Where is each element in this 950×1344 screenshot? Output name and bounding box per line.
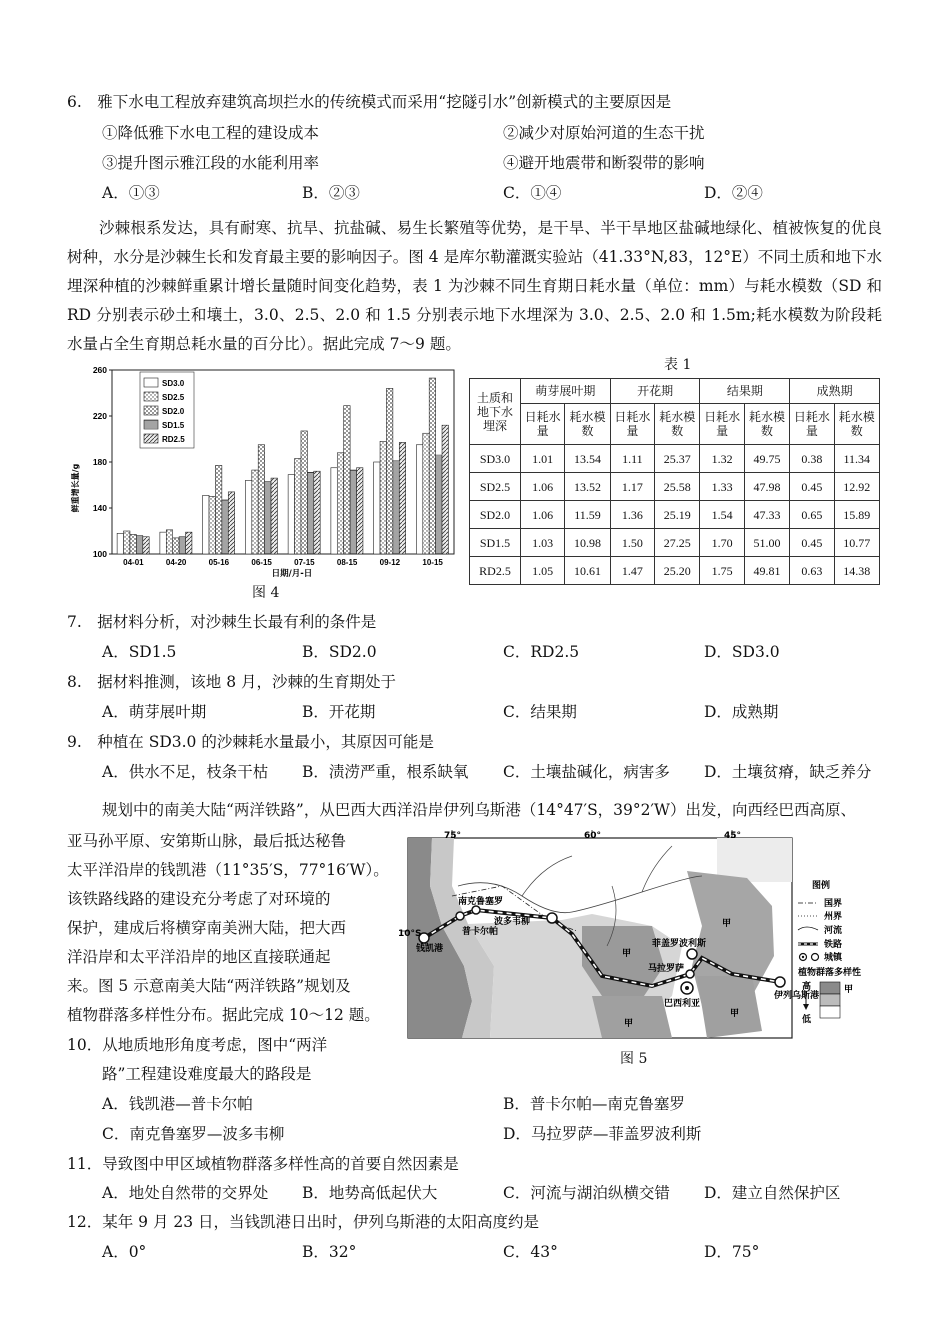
table1-cell: 1.47 — [610, 557, 654, 585]
table1-corner-l3: 埋深 — [482, 418, 507, 433]
passage-2-line: 来。图 5 示意南美大陆“两洋铁路”规划及 — [67, 977, 351, 995]
fig4-bar-SD2.0-09-12 — [386, 388, 392, 554]
fig4-bar-SD1.5-07-15 — [307, 472, 313, 554]
q11-option-b[interactable]: B．地势高低起伏大 — [302, 1184, 438, 1202]
fig4-bar-SD1.5-08-15 — [350, 470, 356, 554]
q8-option-c[interactable]: C．结果期 — [503, 703, 577, 721]
table1-cell: 0.65 — [790, 501, 834, 529]
table1-cell: 14.38 — [834, 557, 879, 585]
legend-diversity: 植物群落多样性 — [798, 968, 862, 978]
table1-cell: 27.25 — [655, 529, 700, 557]
q6-option-d[interactable]: D．②④ — [704, 184, 763, 202]
region-jia-3: 甲 — [624, 1019, 634, 1029]
q9-option-b[interactable]: B．渍涝严重，根系缺氧 — [302, 763, 469, 781]
fig4-bar-SD1.5-06-15 — [265, 482, 271, 554]
fig4-bar-RD2.5-04-01 — [143, 537, 149, 554]
city-brasilia: 巴西利亚 — [664, 999, 701, 1009]
q11-option-a[interactable]: A．地处自然带的交界处 — [102, 1184, 269, 1202]
map-lat-10s: 10°S — [398, 929, 422, 939]
table1-cell: 25.19 — [655, 501, 700, 529]
fig4-bar-SD2.0-04-20 — [173, 538, 179, 554]
legend-jia: 甲 — [844, 985, 854, 995]
table1-row-label: SD1.5 — [470, 529, 521, 557]
fig4-bar-SD3.0-07-15 — [288, 475, 294, 554]
fig4-legend-label: RD2.5 — [162, 435, 185, 444]
fig4-bar-RD2.5-05-16 — [228, 492, 234, 554]
fig4-ytick-label: 260 — [92, 365, 107, 375]
q6-option-b[interactable]: B．②③ — [302, 184, 360, 202]
table-1 — [469, 378, 880, 585]
fig4-bar-SD3.0-04-01 — [117, 533, 123, 554]
q7-stem: 7. 据材料分析，对沙棘生长最有利的条件是 — [67, 613, 377, 631]
q6-item-3: ③提升图示雅江段的水能利用率 — [102, 154, 320, 172]
table1-sub-daily: 日耗水量 — [521, 404, 565, 445]
fig4-ylabel: 鲜重增长量/g — [71, 463, 80, 513]
table1-cell: 1.03 — [521, 529, 565, 557]
fig4-bar-SD1.5-05-16 — [222, 500, 228, 554]
table-row — [470, 445, 880, 473]
q9-option-a[interactable]: A．供水不足，枝条干枯 — [102, 763, 269, 781]
fig4-bar-SD3.0-04-20 — [160, 532, 166, 554]
city-cruzeiro: 南克鲁塞罗 — [458, 897, 504, 907]
q7-option-a[interactable]: A．SD1.5 — [102, 643, 177, 661]
fig4-caption: 图 4 — [252, 585, 280, 601]
q9-option-d[interactable]: D．土壤贫瘠，缺乏养分 — [704, 763, 872, 781]
fig4-bar-SD2.5-04-20 — [166, 530, 172, 554]
fig4-legend-swatch-RD2.5 — [144, 434, 158, 443]
table1-stage: 开花期 — [610, 379, 700, 404]
table1-cell: 0.63 — [790, 557, 834, 585]
figure-4-chart — [70, 362, 460, 602]
table1-cell: 1.06 — [521, 473, 565, 501]
table1-sub-modulus: 耗水模数 — [565, 404, 610, 445]
fig4-xtick-label: 10-15 — [422, 558, 443, 567]
table1-cell: 25.37 — [655, 445, 700, 473]
table1-cell: 10.61 — [565, 557, 610, 585]
table1-stage: 结果期 — [700, 379, 790, 404]
table1-row-label: SD2.5 — [470, 473, 521, 501]
fig4-bar-RD2.5-04-20 — [186, 532, 192, 554]
table1-cell: 10.98 — [565, 529, 610, 557]
legend-town: 城镇 — [824, 953, 843, 963]
table1-cell: 47.33 — [744, 501, 789, 529]
fig4-bar-SD3.0-05-16 — [203, 495, 209, 554]
q8-option-a[interactable]: A．萌芽展叶期 — [102, 703, 207, 721]
table1-cell: 0.45 — [790, 473, 834, 501]
table1-cell: 1.01 — [521, 445, 565, 473]
q10-option-c[interactable]: C．南克鲁塞罗—波多韦柳 — [102, 1125, 285, 1143]
fig4-ytick-label: 220 — [92, 411, 107, 421]
table1-cell: 1.70 — [700, 529, 744, 557]
passage-2-line: 洋沿岸和太平洋沿岸的地区直接联通起 — [67, 948, 331, 966]
table1-cell: 0.45 — [790, 529, 834, 557]
q12-option-d[interactable]: D．75° — [704, 1243, 760, 1261]
fig4-bar-SD3.0-08-15 — [331, 468, 337, 554]
q10-stem-1: 10．从地质地形角度考虑，图中“两洋 — [67, 1036, 328, 1054]
table1-sub-daily: 日耗水量 — [790, 404, 834, 445]
table1-cell: 1.06 — [521, 501, 565, 529]
q7-option-c[interactable]: C．RD2.5 — [503, 643, 580, 661]
table1-cell: 11.59 — [565, 501, 610, 529]
table1-sub-modulus: 耗水模数 — [655, 404, 700, 445]
table1-stage: 成熟期 — [790, 379, 880, 404]
q9-stem: 9. 种植在 SD3.0 的沙棘耗水量最小，其原因可能是 — [67, 733, 434, 751]
fig4-ytick-label: 140 — [92, 503, 107, 513]
region-jia-1: 甲 — [622, 949, 632, 959]
q8-stem: 8. 据材料推测，该地 8 月，沙棘的生育期处于 — [67, 673, 397, 691]
fig4-bar-SD3.0-06-15 — [245, 480, 251, 554]
table1-cell: 49.75 — [744, 445, 789, 473]
table1-cell: 1.54 — [700, 501, 744, 529]
passage-2-line: 太平洋沿岸的钱凯港（11°35′S，77°16′W）。 — [67, 861, 389, 879]
q6-option-c[interactable]: C．①④ — [503, 184, 562, 202]
table1-cell: 1.32 — [700, 445, 744, 473]
fig4-ytick-label: 180 — [92, 457, 107, 467]
fig4-legend-swatch-SD1.5 — [144, 420, 158, 429]
table1-cell: 1.11 — [610, 445, 654, 473]
fig4-bar-RD2.5-10-15 — [442, 425, 448, 554]
fig4-legend-swatch-SD2.0 — [144, 406, 158, 415]
table1-cell: 1.33 — [700, 473, 744, 501]
table1-cell: 12.92 — [834, 473, 879, 501]
passage-2-line-1: 规划中的南美大陆“两洋铁路”，从巴西大西洋沿岸伊列乌斯港（14°47′S，39°2′W）出发，向西经巴西高原、 — [102, 801, 856, 819]
table1-cell: 11.34 — [834, 445, 879, 473]
city-mara-rosa: 马拉罗萨 — [648, 964, 685, 974]
fig4-bar-SD2.5-04-01 — [124, 531, 130, 554]
fig4-legend-label: SD2.0 — [162, 407, 185, 416]
table1-cell: 1.75 — [700, 557, 744, 585]
legend-river: 河流 — [824, 926, 843, 936]
q12-option-a[interactable]: A．0° — [102, 1243, 147, 1261]
table1-cell: 15.89 — [834, 501, 879, 529]
fig4-bar-RD2.5-06-15 — [271, 478, 277, 554]
fig4-bar-SD2.5-06-15 — [252, 470, 258, 554]
city-porto-velho: 波多韦柳 — [494, 917, 531, 927]
map-lon-75: 75° — [444, 831, 462, 841]
fig4-legend-label: SD2.5 — [162, 393, 185, 402]
fig4-bar-SD2.5-07-15 — [295, 459, 301, 554]
q12-option-c[interactable]: C．43° — [503, 1243, 558, 1261]
table1-row-label: SD3.0 — [470, 445, 521, 473]
table1-corner — [470, 379, 521, 445]
q11-option-c[interactable]: C．河流与湖泊纵横交错 — [503, 1184, 670, 1202]
region-jia-4: 甲 — [730, 1009, 740, 1019]
passage-2-body — [67, 827, 389, 1030]
table1-cell: 47.98 — [744, 473, 789, 501]
fig4-bar-SD2.0-08-15 — [344, 406, 350, 554]
table1-sub-modulus: 耗水模数 — [744, 404, 789, 445]
city-figueiropolis: 菲盖罗波利斯 — [652, 939, 707, 949]
city-qiankai: 钱凯港 — [416, 944, 444, 954]
city-pucallpa: 普卡尔帕 — [462, 927, 499, 937]
q6-item-2: ②减少对原始河道的生态干扰 — [503, 124, 705, 142]
fig4-xtick-label: 07-15 — [294, 558, 315, 567]
passage-2-line: 保护，建成后将横穿南美洲大陆，把大西 — [67, 919, 347, 937]
table1-cell: 1.36 — [610, 501, 654, 529]
fig4-xtick-label: 04-01 — [123, 558, 144, 567]
fig4-bar-SD2.0-06-15 — [258, 445, 264, 554]
legend-railway: 铁路 — [824, 940, 843, 950]
passage-1 — [67, 214, 882, 359]
table-row — [470, 473, 880, 501]
table1-cell: 10.77 — [834, 529, 879, 557]
region-jia-2: 甲 — [722, 919, 732, 929]
table1-corner-l1: 土质和 — [476, 390, 513, 405]
passage-2-line: 该铁路线路的建设充分考虑了对环境的 — [67, 890, 331, 908]
fig4-xtick-label: 05-16 — [208, 558, 230, 567]
fig4-xtick-label: 08-15 — [336, 558, 358, 567]
q12-option-b[interactable]: B．32° — [302, 1243, 357, 1261]
fig4-bar-SD1.5-09-12 — [393, 461, 399, 554]
q10-stem-2: 路”工程建设难度最大的路段是 — [102, 1065, 312, 1083]
fig4-bar-SD1.5-04-20 — [179, 537, 185, 554]
table1-cell: 49.81 — [744, 557, 789, 585]
table1-row-label: RD2.5 — [470, 557, 521, 585]
fig4-legend-label: SD3.0 — [162, 379, 185, 388]
q11-stem: 11．导致图中甲区域植物群落多样性高的首要自然因素是 — [67, 1155, 459, 1173]
fig4-bar-SD3.0-09-12 — [374, 462, 380, 554]
legend-national-border: 国界 — [824, 899, 843, 909]
q6-option-a[interactable]: A．①③ — [102, 184, 160, 202]
passage-2-line: 亚马孙平原、安第斯山脉，最后抵达秘鲁 — [67, 832, 347, 850]
table1-cell: 13.52 — [565, 473, 610, 501]
table-row — [470, 501, 880, 529]
table1-sub-modulus: 耗水模数 — [834, 404, 879, 445]
fig4-bar-SD2.0-07-15 — [301, 431, 307, 554]
fig4-xtick-label: 06-15 — [251, 558, 272, 567]
fig4-bar-SD2.0-05-16 — [215, 465, 221, 554]
table1-cell: 51.00 — [744, 529, 789, 557]
fig4-legend-label: SD1.5 — [162, 421, 185, 430]
fig4-bar-SD2.5-10-15 — [423, 433, 429, 554]
q10-option-d[interactable]: D．马拉罗萨—菲盖罗波利斯 — [503, 1125, 702, 1143]
fig4-bar-RD2.5-08-15 — [357, 468, 363, 554]
fig4-ytick-label: 100 — [92, 549, 107, 559]
table1-cell: 1.17 — [610, 473, 654, 501]
q6-item-4: ④避开地震带和断裂带的影响 — [503, 154, 705, 172]
table1-corner-l2: 地下水 — [476, 404, 513, 419]
fig4-bar-SD3.0-10-15 — [416, 445, 422, 554]
fig4-bar-RD2.5-09-12 — [399, 442, 405, 554]
table1-cell: 25.20 — [655, 557, 700, 585]
table1-cell: 13.54 — [565, 445, 610, 473]
fig4-legend-swatch-SD2.5 — [144, 392, 158, 401]
q8-option-b[interactable]: B．开花期 — [302, 703, 376, 721]
fig5-caption: 图 5 — [620, 1051, 648, 1067]
table1-stage: 萌芽展叶期 — [521, 379, 611, 404]
table1-cell: 1.50 — [610, 529, 654, 557]
map-lon-60: 60° — [584, 831, 602, 841]
q11-option-d[interactable]: D．建立自然保护区 — [704, 1184, 841, 1202]
fig4-bar-SD1.5-04-01 — [136, 536, 142, 554]
table1-cell: 0.38 — [790, 445, 834, 473]
map-lon-45: 45° — [724, 831, 742, 841]
passage-2-line: 植物群落多样性分布。据此完成 10～12 题。 — [67, 1006, 380, 1024]
table1-row-label: SD2.0 — [470, 501, 521, 529]
fig4-bar-SD1.5-10-15 — [436, 455, 442, 554]
table1-title: 表 1 — [664, 357, 692, 373]
legend-title: 图例 — [812, 881, 831, 891]
q12-stem: 12．某年 9 月 23 日，当钱凯港日出时，伊列乌斯港的太阳高度约是 — [67, 1213, 540, 1231]
fig4-bar-SD2.5-05-16 — [209, 497, 215, 555]
fig4-bar-SD2.5-08-15 — [337, 453, 343, 554]
legend-high: 高 — [802, 982, 812, 992]
fig4-xtick-label: 04-20 — [165, 558, 187, 567]
figure-5-map — [398, 826, 884, 1046]
passage-1-text: 沙棘根系发达，具有耐寒、抗旱、抗盐碱、易生长繁殖等优势，是干旱、半干旱地区盐碱地绿化、植被恢复的优良树种，水分是沙棘生长和发育最主要的影响因子。图 4 是库尔勒灌溉实验站（41.33°N,83，12°E）不同土质和地下水埋深种植的沙棘鲜重累计增长量随时间变化趋势，表 1 为沙棘不同生育期日耗水量（单位：mm）与耗水模数（SD 和 RD 分别表示砂土和壤土，3.0、2.5、2.0 和 1.5 分别表示地下水埋深为 3.0、2.5、2.0 和 1.5m;耗水模数为阶段耗水量占全生育期总耗水量的百分比）。据此完成 7～9 题。 — [67, 219, 882, 353]
q7-option-b[interactable]: B．SD2.0 — [302, 643, 377, 661]
fig4-xlabel: 日期/月-日 — [271, 569, 313, 579]
q7-option-d[interactable]: D．SD3.0 — [704, 643, 780, 661]
fig4-bar-SD2.0-10-15 — [429, 378, 435, 554]
fig4-bar-RD2.5-07-15 — [314, 471, 320, 554]
table1-sub-daily: 日耗水量 — [610, 404, 654, 445]
table1-sub-daily: 日耗水量 — [700, 404, 744, 445]
q6-item-1: ①降低雅下水电工程的建设成本 — [102, 124, 320, 142]
q6-stem: 6. 雅下水电工程放弃建筑高坝拦水的传统模式而采用“挖隧引水”创新模式的主要原因是 — [67, 93, 672, 111]
q8-option-d[interactable]: D．成熟期 — [704, 703, 779, 721]
fig4-bar-SD2.0-04-01 — [130, 534, 136, 554]
legend-low: 低 — [802, 1015, 812, 1025]
legend-state-border: 州界 — [824, 912, 843, 922]
q10-option-a[interactable]: A．钱凯港—普卡尔帕 — [102, 1095, 253, 1113]
table-row — [470, 557, 880, 585]
table1-cell: 25.58 — [655, 473, 700, 501]
table1-cell: 1.05 — [521, 557, 565, 585]
fig4-xtick-label: 09-12 — [379, 558, 401, 567]
fig4-bar-SD2.5-09-12 — [380, 441, 386, 554]
q10-option-b[interactable]: B．普卡尔帕—南克鲁塞罗 — [503, 1095, 685, 1113]
table-row — [470, 529, 880, 557]
city-ilheus: 伊列乌斯港 — [774, 991, 820, 1001]
fig4-legend-swatch-SD3.0 — [144, 378, 158, 387]
q9-option-c[interactable]: C．土壤盐碱化，病害多 — [503, 763, 670, 781]
